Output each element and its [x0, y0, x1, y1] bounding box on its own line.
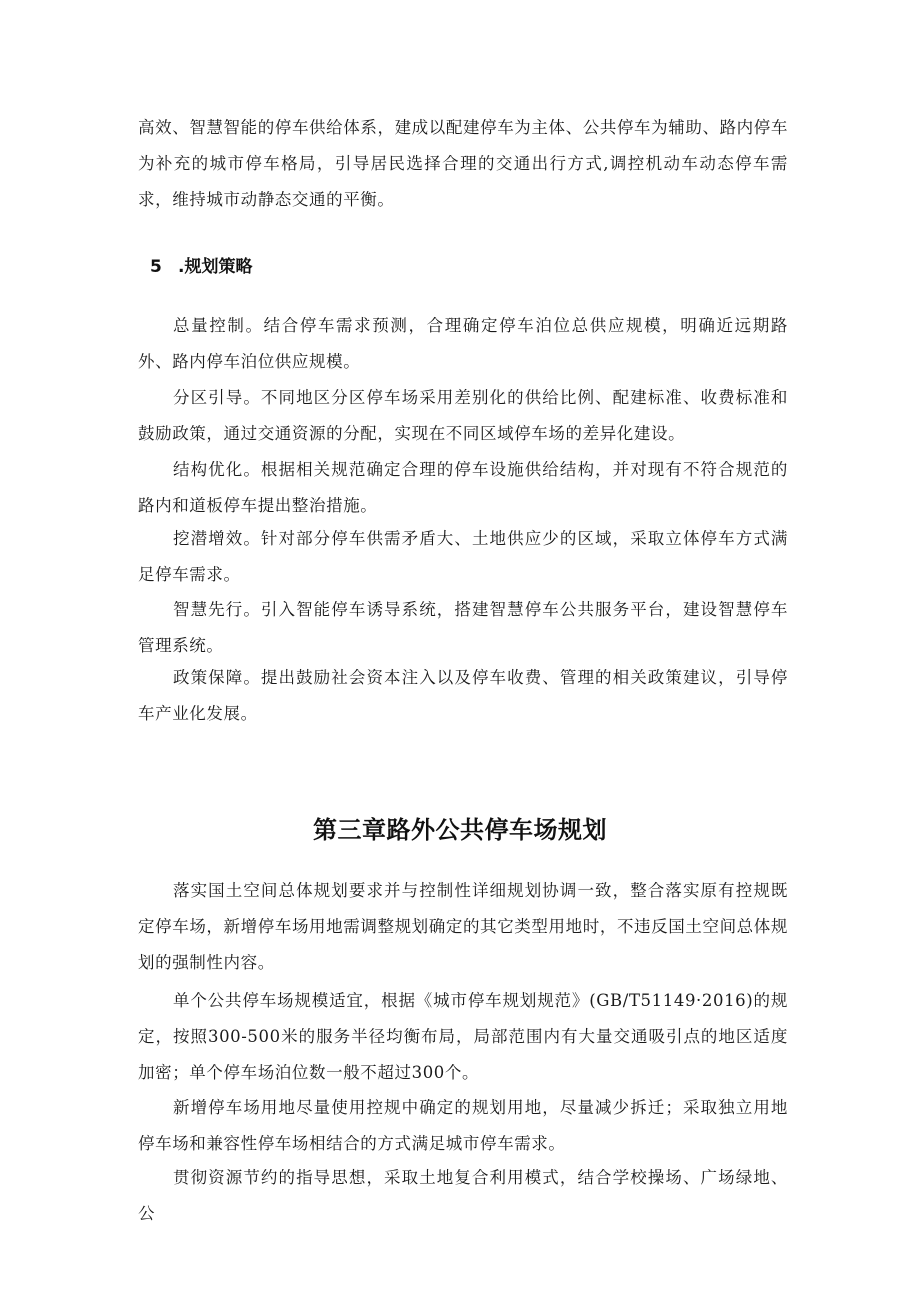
intro-paragraph: 高效、智慧智能的停车供给体系，建成以配建停车为主体、公共停车为辅助、路内停车为补充的城市停车格局，引导居民选择合理的交通出行方式,调控机动车动态停车需求，维持城市动静态交通的平衡。 — [138, 118, 788, 209]
strategy-paragraph: 挖潜增效。针对部分停车供需矛盾大、土地供应少的区域，采取立体停车方式满足停车需求。 — [138, 529, 788, 584]
strategy-paragraph: 结构优化。根据相关规范确定合理的停车设施供给结构，并对现有不符合规范的路内和道板停车提出整治措施。 — [138, 460, 788, 515]
chapter-paragraph: 贯彻资源节约的指导思想，采取土地复合利用模式，结合学校操场、广场绿地、公 — [138, 1168, 788, 1223]
strategy-paragraph: 总量控制。结合停车需求预测，合理确定停车泊位总供应规模，明确近远期路外、路内停车泊位供应规模。 — [138, 316, 788, 371]
strategy-paragraph: 政策保障。提出鼓励社会资本注入以及停车收费、管理的相关政策建议，引导停车产业化发展。 — [138, 668, 788, 723]
chapter-paragraph: 单个公共停车场规模适宜，根据《城市停车规划规范》(GB/T51149·2016)的规定，按照300-500米的服务半径均衡布局，局部范围内有大量交通吸引点的地区适度加密；单个停车场泊位数一般不超过300个。 — [138, 991, 788, 1082]
chapter-title: 第三章路外公共停车场规划 — [313, 816, 607, 844]
section-number: 5 — [150, 257, 162, 277]
strategy-paragraph: 分区引导。不同地区分区停车场采用差别化的供给比例、配建标准、收费标准和鼓励政策，通过交通资源的分配，实现在不同区域停车场的差异化建设。 — [138, 388, 788, 443]
chapter-paragraph: 新增停车场用地尽量使用控规中确定的规划用地，尽量减少拆迁；采取独立用地停车场和兼容性停车场相结合的方式满足城市停车需求。 — [138, 1098, 788, 1153]
section-title: .规划策略 — [178, 257, 253, 277]
section-heading — [150, 252, 252, 282]
strategy-paragraph: 智慧先行。引入智能停车诱导系统，搭建智慧停车公共服务平台，建设智慧停车管理系统。 — [138, 600, 788, 655]
chapter-paragraph: 落实国土空间总体规划要求并与控制性详细规划协调一致，整合落实原有控规既定停车场，新增停车场用地需调整规划确定的其它类型用地时，不违反国土空间总体规划的强制性内容。 — [138, 881, 788, 972]
